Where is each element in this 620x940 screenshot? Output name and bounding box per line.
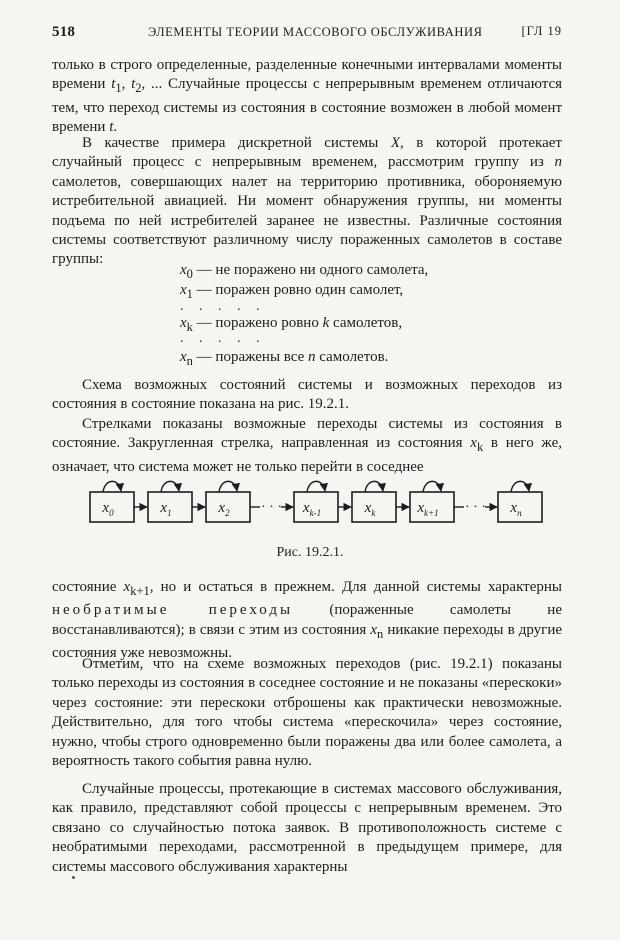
running-title: ЭЛЕМЕНТЫ ТЕОРИИ МАССОВОГО ОБСЛУЖИВАНИЯ xyxy=(148,25,483,39)
gap-dots-5: · · · xyxy=(465,500,486,515)
self-loop-arrow-1 xyxy=(161,481,179,492)
page-speck xyxy=(72,876,75,879)
state-label-4: $x_k$ xyxy=(364,500,376,518)
self-loop-arrow-5 xyxy=(423,481,441,492)
self-loop-arrow-0 xyxy=(103,481,121,492)
state-label-1: $x_1$ xyxy=(160,500,172,518)
paragraph-5: состояние $x_{k+1}$, но и остаться в прежнем. Для данной системы характерны необратимые переходы (пораженные самолеты не восстанавливаются); в связи с этим из состояния $x_n$ никакие переходы в другие состояния уже невозможны. xyxy=(52,579,563,662)
page-number: 518 xyxy=(52,24,76,40)
figure-caption: Рис. 19.2.1. xyxy=(276,545,344,560)
state-label-0: $x_0$ xyxy=(102,500,114,518)
self-loop-arrow-4 xyxy=(365,481,383,492)
state-xn: $x_n$ — поражены все n самолетов. xyxy=(180,349,389,368)
self-loop-arrow-3 xyxy=(307,481,325,492)
chapter-label: [ГЛ 19 xyxy=(521,24,562,38)
paragraph-7: Случайные процессы, протекающие в системах массового обслуживания, как правило, представляют собой процессы с непрерывным временем. Это связано со случайностью потока заявок. В противоположность системе с необратимыми переходами, рассмотренной в предыдущем примере, для системы массового обслуживания характерны xyxy=(52,781,562,875)
state-label-3: $x_{k-1}$ xyxy=(302,500,322,518)
state-dots-1: . . . . . xyxy=(180,299,266,314)
paragraph-3: Схема возможных состояний системы и возможных переходов из состояния в состояние показана на рис. 19.2.1. xyxy=(52,377,562,413)
state-label-5: $x_{k+1}$ xyxy=(417,500,439,518)
self-loop-arrow-6 xyxy=(511,481,529,492)
gap-dots-2: · · · xyxy=(261,500,282,515)
paragraph-1: только в строго определенные, разделенные конечными интервалами моменты времени $t_1$, $t_2$, ... Случайные процессы с непрерывным временем отличаются тем, что переход системы из состояния в состояние возможен в любой момент времени t. xyxy=(52,57,563,136)
state-label-6: $x_n$ xyxy=(510,500,522,518)
paragraph-4: Стрелками показаны возможные переходы системы из состояния в состояние. Закругленная стрелка, направленная из состояния $x_k$ в него же, означает, что система может не только перейти в соседнее xyxy=(52,416,563,475)
state-transition-diagram xyxy=(80,470,560,536)
state-xk: $x_k$ — поражено ровно k самолетов, xyxy=(180,315,403,334)
self-loop-arrow-2 xyxy=(219,481,237,492)
paragraph-2: В качестве примера дискретной системы X, в которой протекает случайный процесс с непрерывным временем, рассмотрим группу из n самолетов, совершающих налет на территорию противника, обороняемую истребительной авиацией. Ни момент обнаружения группы, ни моменты подъема по ней истребителей заранее не известны. Различные состояния системы соответствуют различному числу пораженных самолетов в составе группы: xyxy=(52,135,562,268)
state-dots-2: . . . . . xyxy=(180,331,266,346)
state-x1: $x_1$ — поражен ровно один самолет, xyxy=(180,282,404,301)
page-header xyxy=(52,24,562,44)
state-label-2: $x_2$ xyxy=(218,500,230,518)
paragraph-6: Отметим, что на схеме возможных переходов (рис. 19.2.1) показаны только переходы из состояния в соседнее состояние и не показаны «перескоки» через состояние: эти перескоки отброшены как практически невозможные. Действительно, для того чтобы система «перескочила» через состояние, нужно, чтобы строго одновременно были поражены два или более самолета, а вероятность такого события равна нулю. xyxy=(52,656,562,770)
state-x0: $x_0$ — не поражено ни одного самолета, xyxy=(180,262,429,281)
emphasis-irreversible: необратимые переходы xyxy=(52,602,294,619)
